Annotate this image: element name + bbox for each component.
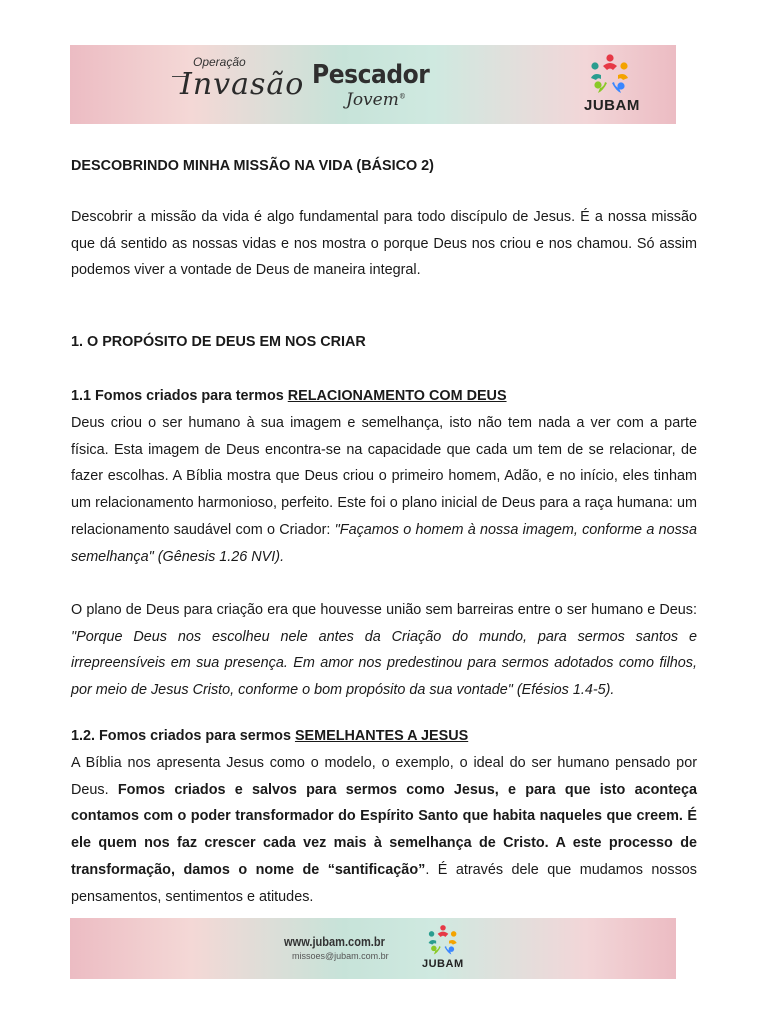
brand-jovem-logo: Jovem®	[346, 90, 406, 110]
paragraph-plan	[71, 597, 697, 704]
section-heading: 1. O PROPÓSITO DE DEUS EM NOS CRIAR	[71, 334, 366, 350]
paragraph-relationship	[71, 410, 697, 570]
jubam-people-icon-footer	[426, 924, 460, 956]
page-title: DESCOBRINDO MINHA MISSÃO NA VIDA (BÁSICO 2)	[71, 158, 434, 174]
genesis-quote: "Façamos o homem à nossa imagem, conforme a nossa semelhança" (Gênesis 1.26 NVI).	[71, 521, 697, 565]
ephesians-quote: "Porque Deus nos escolheu nele antes da Criação do mundo, para sermos santos e irrepreensíveis em sua presença. Em amor nos predestinou para sermos adotados como filhos, por meio de Jesus Cristo, conforme o bom propósito da sua vontade" (Efésios 1.4-5).	[71, 628, 697, 699]
brand-pescador-logo: Pescador	[312, 60, 430, 90]
header-banner	[70, 45, 676, 124]
footer-website: www.jubam.com.br	[284, 934, 385, 949]
subheading-1-2	[71, 723, 697, 750]
subheading-1-2-underlined: SEMELHANTES A JESUS	[294, 728, 469, 744]
subheading-1-1-prefix: 1.1 Fomos criados para termos	[71, 388, 288, 404]
subheading-1-1-underlined: RELACIONAMENTO COM DEUS	[287, 388, 507, 404]
footer-email: missoes@jubam.com.br	[292, 951, 389, 961]
jubam-people-icon	[588, 53, 632, 95]
jubam-label: JUBAM	[584, 97, 640, 114]
paragraph-relationship-text: Deus criou o ser humano à sua imagem e semelhança, isto não tem nada a ver com a parte física. Esta imagem de Deus encontra-se na capacidade que cada um tem de se relacionar, de fazer escolhas. A Bíblia mostra que Deus criou o primeiro homem, Adão, e no início, eles tinham um relacionamento harmonioso, perfeito. Este foi o plano inicial de Deus para a raça humana: um relacionamento saudável com o Criador:	[71, 415, 697, 538]
subheading-1-1	[71, 383, 697, 410]
footer-jubam-label: JUBAM	[422, 958, 464, 970]
intro-paragraph: Descobrir a missão da vida é algo fundamental para todo discípulo de Jesus. É a nossa missão que dá sentido as nossas vidas e nos mostra o porque Deus nos criou e nos chamou. Só assim podemos viver a vontade de Deus de maneira integral.	[71, 209, 697, 279]
paragraph-plan-text: O plano de Deus para criação era que houvesse união sem barreiras entre o ser humano e Deus:	[71, 602, 697, 618]
subheading-1-2-prefix: 1.2. Fomos criados para sermos	[71, 728, 295, 744]
paragraph-jesus-start: A Bíblia nos apresenta Jesus como o modelo, o exemplo, o ideal do ser humano pensado por Deus.	[71, 755, 697, 798]
brand-operacao-label: Operação	[193, 55, 246, 69]
footer-banner	[70, 918, 676, 979]
paragraph-jesus	[71, 750, 697, 910]
paragraph-jesus-end: . É através dele que mudamos nossos pensamentos, sentimentos e atitudes.	[71, 861, 697, 905]
brand-invasao-logo: Invasão	[180, 67, 305, 102]
paragraph-jesus-bold: Fomos criados e salvos para sermos como Jesus, e para que isto aconteça contamos com o poder transformador do Espírito Santo que habita naqueles que creem. É ele quem nos faz crescer cada vez mais à semelhança de Cristo. A este processo de transformação, damos o nome de “santificação”	[71, 781, 697, 878]
